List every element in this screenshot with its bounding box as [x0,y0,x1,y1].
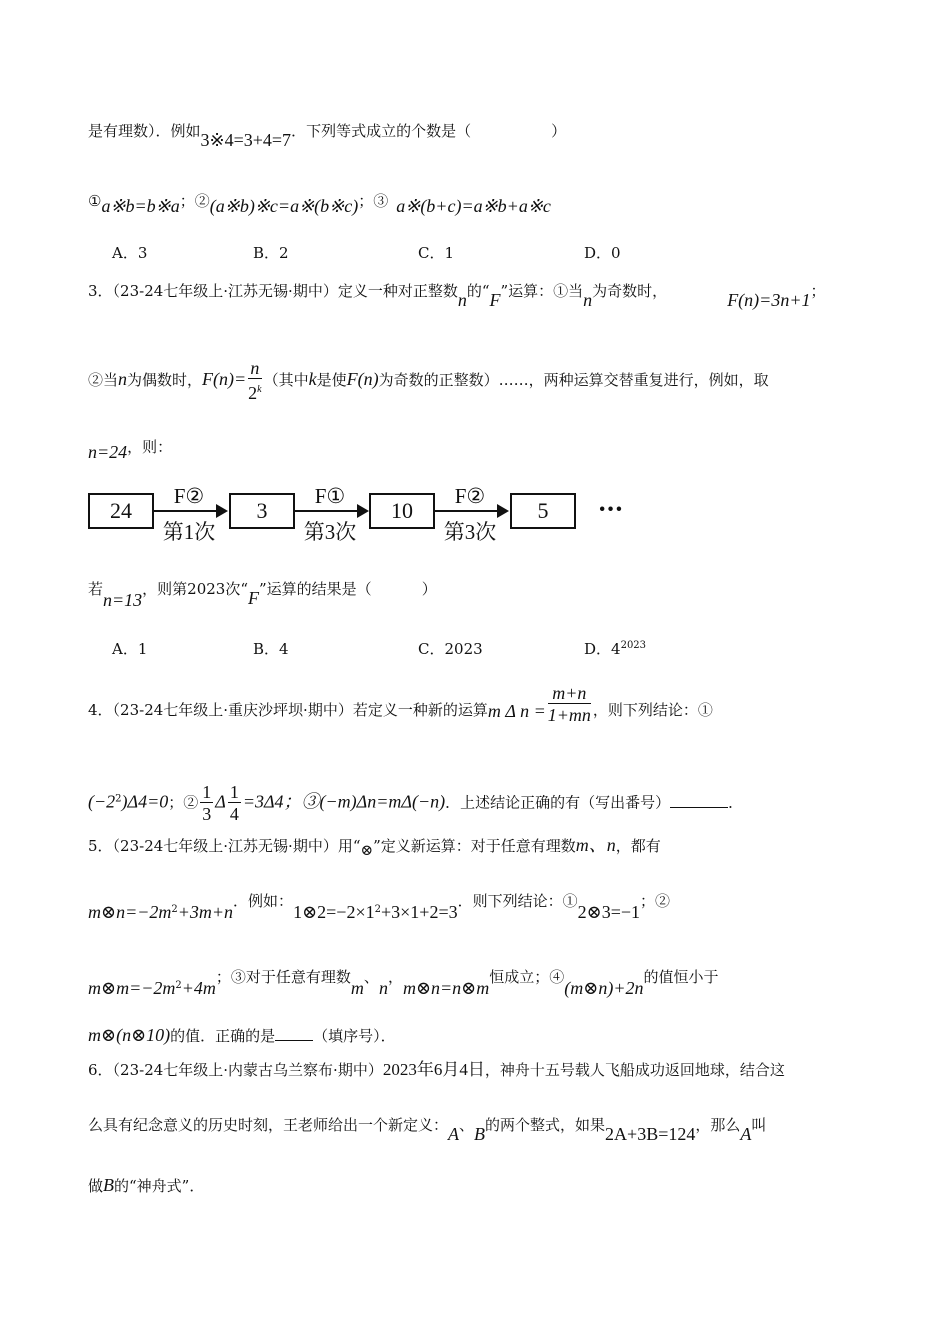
text: 若 [88,580,104,598]
text: ，那么 [695,1116,741,1134]
flow-op-1: F② [173,484,205,508]
flow-box-24: 24 [88,493,154,529]
example-rest: +3×1+2=3 [380,902,458,922]
text: ”定义新运算：对于任意有理数 [373,837,576,855]
text: ；② [179,192,210,210]
text: 为奇数的正整数）……，两种运算交替重复进行，例如，取 [378,371,769,389]
text: 做 [88,1177,104,1195]
var: F(n) [346,369,379,389]
q4-stem-2 [88,782,743,825]
text: 为奇数时， [592,282,668,300]
exp: 2 [374,904,381,915]
numerator: 1 [229,782,239,802]
q2-stem-tail [88,120,567,150]
n-equals-13: n=13 [103,590,143,610]
denominator: 1+mn [547,705,591,725]
flow-arrow-2 [295,510,367,512]
flow-box-10: 10 [369,493,435,529]
conclusion-3: m⊗n=n⊗m [402,978,490,998]
flow-arrow-3 [435,510,507,512]
text: ，则下列结论：① [592,700,713,719]
text: ， [387,968,403,986]
option-d-exponent: 2023 [620,640,647,651]
text: 是使 [316,371,347,389]
conclusion-1: 2⊗3=−1 [577,902,640,922]
text: 5．（23-24七年级上·江苏无锡·期中）用“ [88,837,361,855]
var-a: A [740,1124,752,1144]
odd-rule: F(n)=3n+1 [727,290,811,310]
option-d-base: D．4 [584,640,621,658]
text: 、 [363,968,379,986]
text: 4．（23-24七年级上·重庆沙坪坝·期中）若定义一种新的运算 [88,700,488,719]
q6-stem-3 [88,1175,204,1196]
answer-blank[interactable] [670,791,728,808]
text: ②当 [88,371,119,389]
statement-2: (a※b)※c=a※(b※c) [209,196,359,216]
denominator: 3 [202,804,212,824]
text: 恒成立；④ [489,968,565,986]
q5-stem-4 [88,1024,396,1046]
numerator: 1 [202,782,212,802]
delta: Δ [215,791,226,812]
circle-1: ① [88,192,102,210]
q2-option-b[interactable]: B．2 [253,244,289,262]
q2-option-a[interactable]: A．3 [112,244,148,262]
frac-1-4 [228,782,241,825]
q3-option-b[interactable]: B．4 [253,640,289,658]
flow-ellipsis: ··· [598,494,624,523]
statement-3: a※(b+c)=a※b+a※c [396,196,551,216]
text: ．例如： [233,892,294,910]
text: （其中 [263,371,309,389]
exp: 2 [175,980,182,991]
text: （填序号）． [313,1027,396,1045]
q5-stem-1 [88,835,661,857]
var-a: A [448,1124,460,1144]
var: F [489,290,501,310]
denominator: 4 [229,804,239,824]
text: ；③ [358,192,389,210]
even-rule: F(n)= [202,369,247,389]
exp: 2 [171,904,178,915]
var: F [248,588,260,608]
var: k [308,369,317,389]
denominator [248,379,261,404]
flow-arrow-1 [154,510,226,512]
text: ，神舟十五号载人飞船成功返回地球，结合这 [484,1061,785,1079]
statement-1: a※b=b※a [101,196,180,216]
var-b: B [474,1124,486,1144]
text: ，则第2023次“ [142,580,249,598]
text: 叫 [751,1116,767,1134]
q6-stem-1 [88,1060,785,1080]
text: ，则： [127,438,173,456]
q3-stem-2 [88,358,769,404]
flow-op-2: F① [314,484,346,508]
text: 3．（23-24七年级上·江苏无锡·期中）定义一种对正整数 [88,282,458,300]
conclusion-4: (m⊗n)+2n [564,978,644,998]
flow-op-3: F② [454,484,486,508]
text: 的“ [466,282,490,300]
conclusion-2: m⊗m=−2m [88,978,176,998]
flow-box-5: 5 [510,493,576,529]
text: 的值恒小于 [643,968,719,986]
q2-statements [88,190,551,216]
var-b: B [103,1175,115,1195]
conclusion-2-rest: +4m [181,978,216,998]
text: 的值．正确的是 [170,1027,276,1045]
q3-stem-1 [88,280,826,310]
compare-expr: m⊗(n⊗10) [88,1025,171,1045]
flow-box-3: 3 [229,493,295,529]
var: n [457,290,467,310]
flow-step-1: 第1次 [162,520,216,544]
q4-stem-1 [88,683,713,726]
text: 的两个整式，如果 [485,1116,606,1134]
otimes-symbol: ⊗ [360,843,374,859]
flow-step-3: 第3次 [443,520,497,544]
conclusion-1: (−2 [88,791,116,812]
q2-option-c[interactable]: C．1 [418,244,455,262]
text: ”运算的结果是（ [259,580,372,598]
answer-blank[interactable] [275,1024,313,1041]
operation-fraction [548,683,591,726]
text: ．则下列结论：① [457,892,578,910]
q2-option-d[interactable]: D．0 [584,244,621,262]
n-equals-24: n=24 [88,442,128,462]
text: 为偶数时， [127,371,203,389]
text: 是有理数）．例如 [88,122,201,140]
text: ；② [168,793,199,812]
example-expression: 3※4=3+4=7 [200,130,292,150]
text: 、 [459,1116,475,1134]
text: 么具有纪念意义的历史时刻，王老师给出一个新定义： [88,1116,449,1134]
var: n [118,369,128,389]
conclusion-1-rest: )Δ4=0 [121,791,169,812]
den-exp: k [257,384,262,395]
q3-question [88,578,437,610]
text: ．下列等式成立的个数是（ [291,122,472,140]
q3-stem-3 [88,436,173,462]
var: m [350,978,364,998]
q3-option-d[interactable] [584,638,646,659]
date: 2023年6月4日 [382,1060,485,1079]
text: ”运算：①当 [500,282,584,300]
conclusion-2-3: =3Δ4；③(−m)Δn=mΔ(−n) [242,791,446,812]
flow-step-2: 第3次 [303,520,357,544]
text: ；③对于任意有理数 [215,968,351,986]
text: ，都有 [615,837,661,855]
exp: 2 [115,793,122,805]
var: n [378,978,388,998]
var: n [583,290,593,310]
text: 6．（23-24七年级上·内蒙古乌兰察布·期中） [88,1061,383,1079]
q3-option-a[interactable]: A．1 [112,640,148,658]
text: 的“神舟式”． [114,1177,205,1195]
q6-stem-2 [88,1114,767,1144]
definition: m⊗n=−2m [88,902,172,922]
text: ） [421,580,437,598]
text: ．上述结论正确的有（写出番号） [445,793,671,812]
fraction [248,358,261,404]
example: 1⊗2=−2×1 [293,902,375,922]
vars: m、n [575,835,616,855]
equation: 2A+3B=124 [605,1124,696,1144]
definition-rest: +3m+n [177,902,234,922]
operation-def: m Δ n = [487,700,546,721]
text: ； [810,282,826,300]
text: ． [728,793,744,812]
text: ；② [640,892,671,910]
numerator: m+n [548,683,591,704]
den-base: 2 [248,383,258,403]
numerator: n [248,358,261,379]
text: ） [551,122,567,140]
q3-option-c[interactable]: C．2023 [418,640,483,658]
frac-1-3 [200,782,213,825]
